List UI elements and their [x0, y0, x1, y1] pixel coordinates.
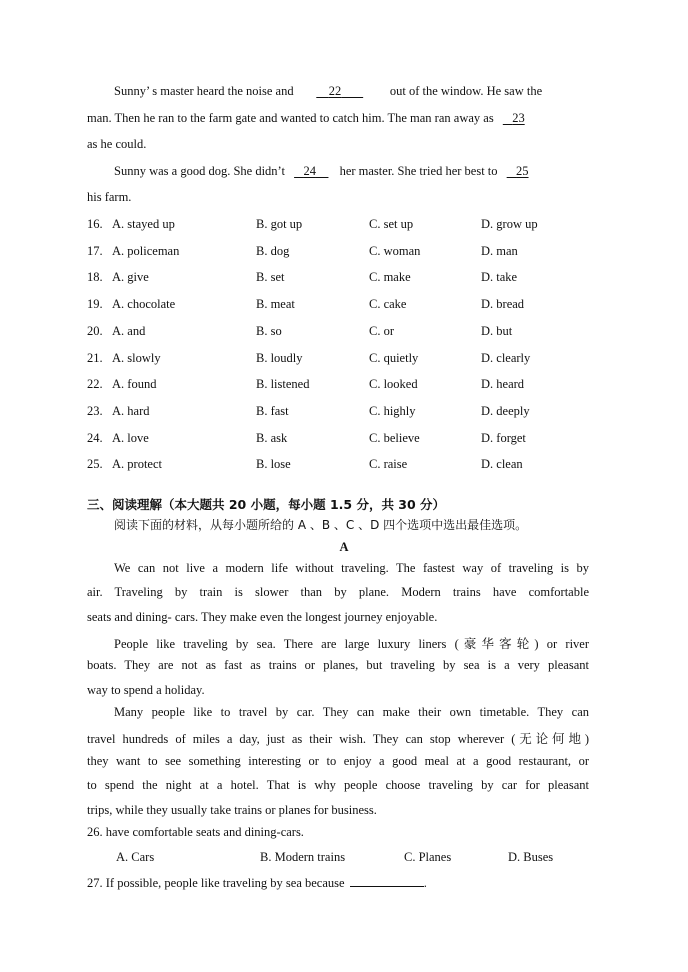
option-c: C. believe — [369, 431, 420, 445]
passage-line: People like traveling by sea. There are large luxury liners (豪华客轮) or river — [114, 637, 589, 651]
option-c: C. raise — [369, 457, 408, 471]
passage-text: Sunny’ s master heard the noise and — [114, 84, 294, 98]
question-27-stem — [87, 874, 427, 891]
option-c: C. cake — [369, 297, 407, 311]
section-instruction: 阅读下面的材料，从每小题所给的 A 、B 、C 、D 四个选项中选出最佳选项。 — [114, 518, 528, 532]
option-d: D. man — [481, 244, 518, 258]
passage-line: seats and dining- cars. They make even the longest journey enjoyable. — [87, 610, 438, 624]
passage-line — [114, 84, 542, 99]
passage-line: air. Traveling by train is slower than by plane. Modern trains have comfortable — [87, 585, 589, 599]
blank-25 — [507, 164, 529, 179]
passage-label: A — [339, 540, 349, 554]
question-number: 24. — [87, 431, 103, 445]
passage-line: travel hundreds of miles a day, just as their wish. They can stop wherever (无论何地) — [87, 732, 589, 746]
option-b: B. lose — [256, 457, 291, 471]
option-c: C. highly — [369, 404, 416, 418]
blank-24 — [294, 164, 328, 179]
option-b: B. meat — [256, 297, 295, 311]
question-number: 25. — [87, 457, 103, 471]
blank-number: 24 — [303, 164, 316, 178]
passage-line: We can not live a modern life without traveling. The fastest way of traveling is by — [114, 561, 589, 575]
option-a: A. slowly — [112, 351, 161, 365]
question-26-option-a: A. Cars — [116, 850, 155, 864]
question-26-option-b: B. Modern trains — [260, 850, 346, 864]
question-27-period: . — [423, 876, 427, 890]
passage-line: his farm. — [87, 190, 132, 204]
option-c: C. or — [369, 324, 394, 338]
passage-text: Sunny was a good dog. She didn’t — [114, 164, 285, 178]
option-a: A. chocolate — [112, 297, 176, 311]
passage-line — [114, 164, 529, 179]
question-number: 20. — [87, 324, 103, 338]
option-c: C. set up — [369, 217, 414, 231]
blank-number: 25 — [516, 164, 529, 178]
blank-number: 22 — [328, 84, 342, 98]
passage-text: out of the window. He saw the — [389, 84, 543, 98]
option-c: C. make — [369, 270, 411, 284]
option-a: A. stayed up — [112, 217, 175, 231]
option-b: B. dog — [256, 244, 290, 258]
option-a: A. love — [112, 431, 149, 445]
option-b: B. fast — [256, 404, 289, 418]
question-number: 17. — [87, 244, 103, 258]
question-26-stem: 26. have comfortable seats and dining-cars. — [87, 825, 304, 839]
passage-line: they want to see something interesting or to enjoy a good meal at a good restaurant, or — [87, 754, 589, 768]
option-b: B. ask — [256, 431, 288, 445]
passage-text: her master. She tried her best to — [339, 164, 498, 178]
option-b: B. listened — [256, 377, 310, 391]
question-26-option-c: C. Planes — [404, 850, 452, 864]
question-number: 16. — [87, 217, 103, 231]
option-d: D. but — [481, 324, 513, 338]
answer-blank — [350, 874, 424, 887]
passage-line: trips, while they usually take trains or planes for business. — [87, 803, 377, 817]
passage-line: Many people like to travel by car. They can make their own timetable. They can — [114, 705, 589, 719]
option-d: D. bread — [481, 297, 525, 311]
blank-number: 23 — [512, 111, 525, 125]
question-27-text: 27. If possible, people like traveling by sea because — [87, 876, 345, 890]
option-d: D. heard — [481, 377, 525, 391]
question-26-option-d: D. Buses — [508, 850, 554, 864]
option-a: A. give — [112, 270, 149, 284]
passage-text: man. Then he ran to the farm gate and wanted to catch him. The man ran away as — [87, 111, 494, 125]
option-c: C. woman — [369, 244, 421, 258]
question-number: 23. — [87, 404, 103, 418]
option-d: D. deeply — [481, 404, 530, 418]
blank-23 — [503, 111, 525, 126]
option-b: B. loudly — [256, 351, 303, 365]
option-a: A. policeman — [112, 244, 180, 258]
option-b: B. got up — [256, 217, 303, 231]
passage-line: as he could. — [87, 137, 147, 151]
question-number: 19. — [87, 297, 103, 311]
option-d: D. clearly — [481, 351, 531, 365]
option-a: A. protect — [112, 457, 162, 471]
option-c: C. looked — [369, 377, 418, 391]
passage-line: way to spend a holiday. — [87, 683, 205, 697]
option-b: B. so — [256, 324, 282, 338]
passage-line: boats. They are not as fast as trains or planes, but traveling by sea is a very pleasant — [87, 658, 589, 672]
option-d: D. take — [481, 270, 518, 284]
option-d: D. grow up — [481, 217, 538, 231]
option-b: B. set — [256, 270, 285, 284]
option-a: A. hard — [112, 404, 150, 418]
option-c: C. quietly — [369, 351, 419, 365]
passage-line — [87, 111, 525, 126]
passage-line: to spend the night at a hotel. That is why people choose traveling by car for pleasant — [87, 778, 589, 792]
option-a: A. and — [112, 324, 146, 338]
question-number: 21. — [87, 351, 103, 365]
section-heading: 三、阅读理解（本大题共 20 小题，每小题 1.5 分，共 30 分） — [87, 497, 446, 512]
option-d: D. clean — [481, 457, 523, 471]
option-a: A. found — [112, 377, 157, 391]
blank-22 — [301, 84, 379, 99]
question-number: 22. — [87, 377, 103, 391]
question-number: 18. — [87, 270, 103, 284]
option-d: D. forget — [481, 431, 526, 445]
